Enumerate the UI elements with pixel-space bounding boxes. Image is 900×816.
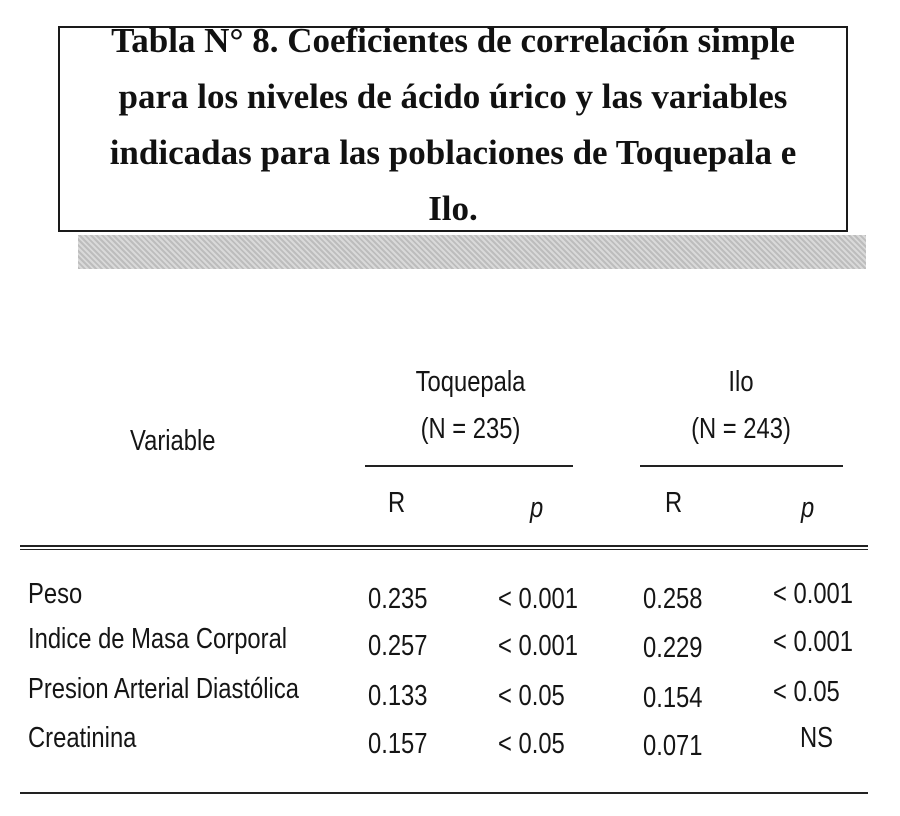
title-box	[58, 21, 848, 232]
cell-value: 0.258	[643, 583, 703, 615]
row-label-presion: Presion Arterial Diastólica	[28, 673, 299, 705]
cell-value: 0.154	[643, 682, 703, 714]
row-label-imc: Indice de Masa Corporal	[28, 623, 288, 655]
cell-value: < 0.001	[773, 578, 854, 610]
group-n-ilo: (N = 243)	[691, 413, 791, 445]
group-name-ilo: Ilo	[728, 366, 754, 398]
cell-value: 0.157	[368, 728, 428, 760]
variable-header: Variable	[130, 425, 216, 457]
cell-value: < 0.05	[498, 680, 565, 712]
header-rule-top	[20, 545, 868, 547]
title-shadow	[78, 235, 866, 269]
cell-value: < 0.001	[773, 626, 854, 658]
cell-value: < 0.05	[773, 676, 840, 708]
table-title: Tabla N° 8. Coeficientes de correlación simple para los niveles de ácido úrico y las variables indicadas para las poblaciones de Toquepala e Ilo.	[109, 21, 797, 228]
row-label-peso: Peso	[28, 578, 83, 610]
cell-value: 0.235	[368, 583, 428, 615]
row-label-creatinina: Creatinina	[28, 722, 137, 754]
subheader-p-toquepala: p	[530, 492, 544, 524]
cell-value: < 0.001	[498, 583, 579, 615]
cell-value: 0.229	[643, 632, 703, 664]
cell-value: 0.071	[643, 730, 703, 762]
header-rule-bottom	[20, 549, 868, 550]
group-rule-ilo	[640, 465, 843, 467]
cell-value: 0.133	[368, 680, 428, 712]
subheader-r-toquepala: R	[388, 487, 406, 519]
subheader-r-ilo: R	[665, 487, 683, 519]
table-bottom-rule	[20, 792, 868, 794]
subheader-p-ilo: p	[801, 492, 815, 524]
cell-value: 0.257	[368, 630, 428, 662]
group-name-toquepala: Toquepala	[415, 366, 526, 398]
cell-value: < 0.05	[498, 728, 565, 760]
cell-value: < 0.001	[498, 630, 579, 662]
cell-value: NS	[800, 722, 834, 754]
group-rule-toquepala	[365, 465, 573, 467]
group-n-toquepala: (N = 235)	[420, 413, 521, 445]
